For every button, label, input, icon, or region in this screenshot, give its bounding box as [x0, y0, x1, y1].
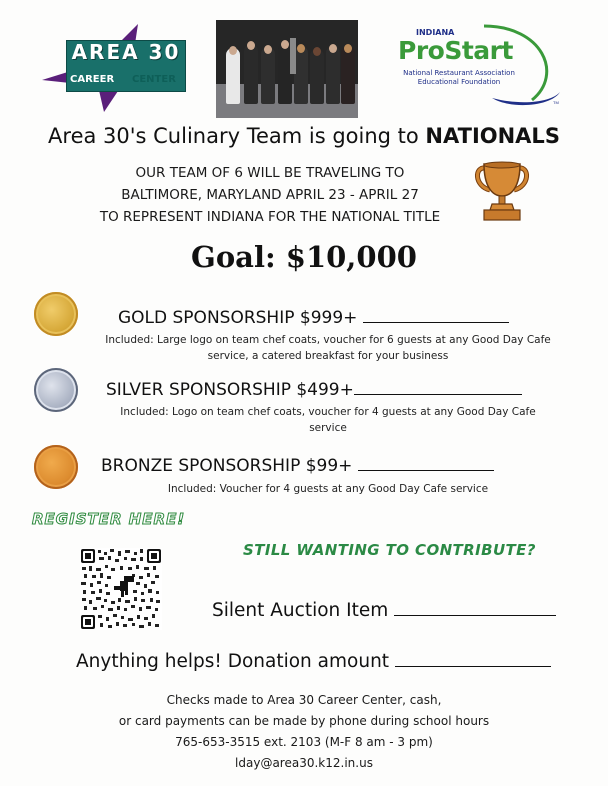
- gold-sponsorship-desc: Included: Large logo on team chef coats, voucher for 6 guests at any Good Day Cafe service, a catered breakfast for your business: [105, 334, 551, 362]
- silver-sponsorship-title: SILVER SPONSORSHIP $499+: [106, 380, 522, 400]
- trip-info: OUR TEAM OF 6 WILL BE TRAVELING TO BALTIMORE, MARYLAND APRIL 23 - APRIL 27 TO REPRESENT INDIANA FOR THE NATIONAL TITLE: [99, 165, 441, 225]
- silver-sponsorship-desc: Included: Logo on team chef coats, voucher for 4 guests at any Good Day Cafe service: [120, 406, 536, 434]
- area30-career-text: CAREER: [70, 74, 115, 85]
- gold-medal-icon: [34, 292, 78, 336]
- bronze-medal-icon: [34, 445, 78, 489]
- email-link[interactable]: lday@area30.k12.in.us: [235, 756, 373, 770]
- silver-medal-icon: [34, 368, 78, 412]
- area30-title: AREA 30: [71, 40, 181, 64]
- area30-logo: [40, 24, 190, 114]
- qr-code[interactable]: [80, 548, 162, 630]
- prostart-tm: TM: [553, 100, 559, 105]
- area30-center-text: CENTER: [132, 74, 176, 85]
- prostart-subtitle: National Restaurant Association Educational Foundation: [403, 69, 515, 86]
- silent-auction-blank[interactable]: [394, 601, 556, 616]
- headline: Area 30's Culinary Team is going to NATIONALS: [48, 124, 560, 148]
- bronze-sponsorship-blank[interactable]: [358, 456, 494, 471]
- contribute-heading: STILL WANTING TO CONTRIBUTE?: [243, 541, 536, 559]
- gold-sponsorship-blank[interactable]: [363, 308, 509, 323]
- donation-field: Anything helps! Donation amount: [76, 651, 551, 672]
- register-heading: REGISTER HERE!: [32, 510, 186, 528]
- gold-sponsorship-title: GOLD SPONSORSHIP $999+: [118, 308, 509, 328]
- prostart-logo: [392, 24, 562, 108]
- payment-info: Checks made to Area 30 Career Center, cash, or card payments can be made by phone during school hours 765-653-3515 ext. 2103 (M-F 8 am - 3 pm) lday@area30.k12.in.us: [0, 690, 608, 774]
- phone-number: 765-653-3515 ext. 2103 (M-F 8 am - 3 pm): [175, 735, 433, 749]
- bronze-sponsorship-desc: Included: Voucher for 4 guests at any Good Day Cafe service: [167, 483, 489, 495]
- person: [226, 48, 240, 104]
- headline-emphasis: NATIONALS: [425, 124, 560, 148]
- prostart-state: INDIANA: [416, 28, 455, 37]
- trophy-icon: [472, 158, 532, 224]
- team-photo: [216, 20, 358, 118]
- donation-amount-blank[interactable]: [395, 652, 551, 667]
- bronze-sponsorship-title: BRONZE SPONSORSHIP $99+: [101, 456, 494, 476]
- photo-trophy: [290, 38, 296, 74]
- prostart-title: ProStart: [398, 36, 513, 65]
- silver-sponsorship-blank[interactable]: [354, 380, 522, 395]
- goal-amount: Goal: $10,000: [191, 240, 417, 274]
- silent-auction-field: Silent Auction Item: [212, 600, 556, 621]
